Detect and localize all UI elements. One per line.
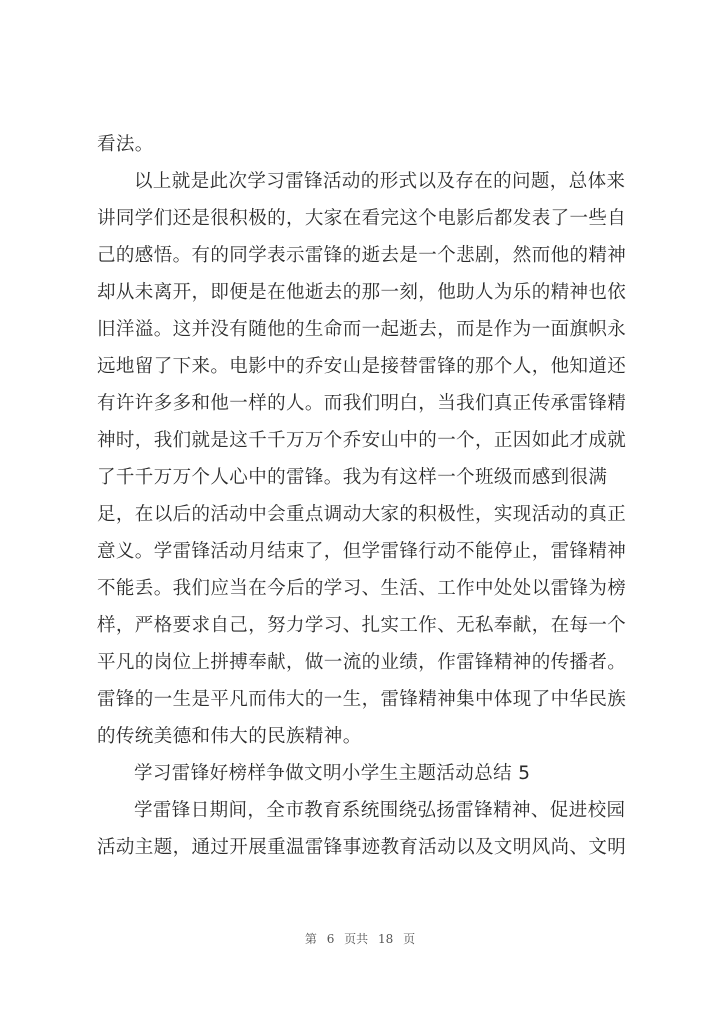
text-line: 了千千万万个人心中的雷锋。我为有这样一个班级而感到很满 bbox=[97, 467, 608, 488]
text-line: 样，严格要求自己，努力学习、扎实工作、无私奉献，在每一个 bbox=[97, 615, 627, 636]
text-line: 远地留了下来。电影中的乔安山是接替雷锋的那个人，他知道还 bbox=[97, 356, 627, 377]
text-line: 足，在以后的活动中会重点调动大家的积极性，实现活动的真正 bbox=[97, 504, 627, 525]
paragraph-first-line: 学雷锋日期间，全市教育系统围绕弘扬雷锋精神、促进校园 bbox=[134, 800, 626, 821]
page-footer: 第 6 页共 18 页 bbox=[304, 932, 416, 946]
text-line: 有许许多多和他一样的人。而我们明白，当我们真正传承雷锋精 bbox=[97, 393, 627, 414]
text-line: 意义。学雷锋活动月结束了，但学雷锋行动不能停止，雷锋精神 bbox=[97, 541, 627, 562]
text-line: 讲同学们还是很积极的，大家在看完这个电影后都发表了一些自 bbox=[97, 208, 627, 229]
text-line: 活动主题，通过开展重温雷锋事迹教育活动以及文明风尚、文明 bbox=[97, 837, 627, 858]
text-line: 雷锋的一生是平凡而伟大的一生，雷锋精神集中体现了中华民族 bbox=[97, 689, 627, 710]
section-heading: 学习雷锋好榜样争做文明小学生主题活动总结 5 bbox=[134, 763, 531, 784]
text-line: 旧洋溢。这并没有随他的生命而一起逝去，而是作为一面旗帜永 bbox=[97, 319, 627, 340]
text-line: 神时，我们就是这千千万万个乔安山中的一个，正因如此才成就 bbox=[97, 430, 627, 451]
text-line: 却从未离开，即便是在他逝去的那一刻，他助人为乐的精神也依 bbox=[97, 282, 627, 303]
text-line: 己的感悟。有的同学表示雷锋的逝去是一个悲剧，然而他的精神 bbox=[97, 245, 627, 266]
text-line: 不能丢。我们应当在今后的学习、生活、工作中处处以雷锋为榜 bbox=[97, 578, 627, 599]
paragraph-first-line: 以上就是此次学习雷锋活动的形式以及存在的问题，总体来 bbox=[134, 171, 626, 192]
text-line: 看法。 bbox=[97, 134, 154, 155]
text-line: 平凡的岗位上拼搏奉献，做一流的业绩，作雷锋精神的传播者。 bbox=[97, 652, 627, 673]
text-line: 的传统美德和伟大的民族精神。 bbox=[97, 726, 362, 747]
